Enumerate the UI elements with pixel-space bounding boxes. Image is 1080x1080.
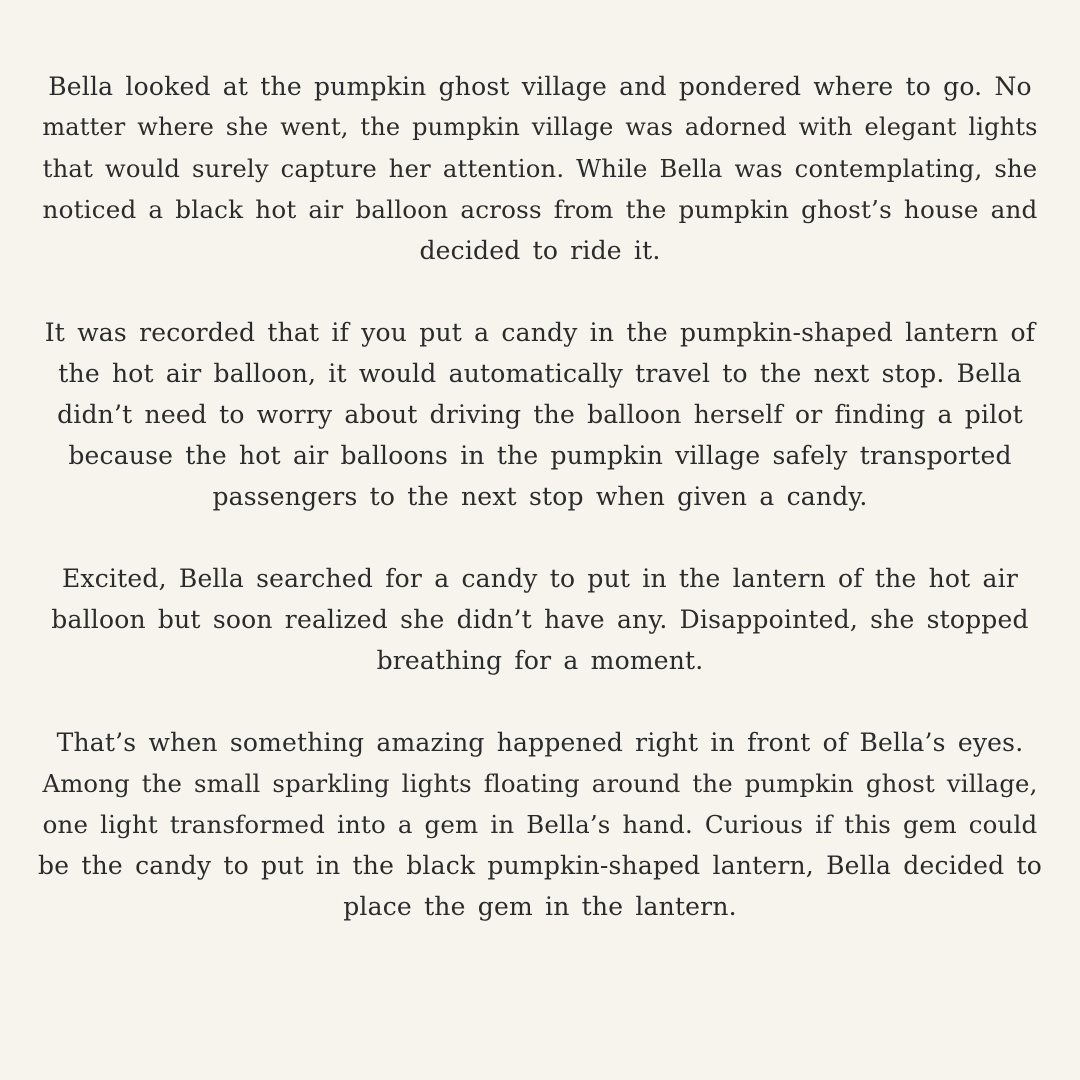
text-line: noticed a black hot air balloon across from the pumpkin ghost’s house and [42,195,1038,224]
text-line: That’s when something amazing happened right in front of Bella’s eyes. [56,728,1024,757]
story-page [38,66,1042,927]
text-line: be the candy to put in the black pumpkin-shaped lantern, Bella decided to [38,851,1042,880]
text-line: decided to ride it. [419,236,661,265]
text-line: Among the small sparkling lights floating around the pumpkin ghost village, [42,769,1038,798]
text-line: that would surely capture her attention. While Bella was contemplating, she [42,154,1038,183]
story-paragraph [38,558,1042,681]
text-line: passengers to the next stop when given a candy. [212,482,868,511]
text-line: breathing for a moment. [376,646,704,675]
text-line: place the gem in the lantern. [343,892,737,921]
text-line: because the hot air balloons in the pumpkin village safely transported [68,441,1012,470]
text-line: the hot air balloon, it would automatically travel to the next stop. Bella [58,359,1022,388]
text-line: one light transformed into a gem in Bella’s hand. Curious if this gem could [42,810,1038,839]
text-line: matter where she went, the pumpkin village was adorned with elegant lights [42,113,1038,141]
text-line: didn’t need to worry about driving the balloon herself or finding a pilot [57,400,1023,429]
story-paragraph [38,722,1042,927]
text-line: It was recorded that if you put a candy in the pumpkin-shaped lantern of [44,318,1036,347]
text-line: Bella looked at the pumpkin ghost village and pondered where to go. No [48,72,1032,101]
story-paragraph [38,66,1042,271]
text-line: balloon but soon realized she didn’t have any. Disappointed, she stopped [51,605,1029,634]
text-line: Excited, Bella searched for a candy to put in the lantern of the hot air [61,564,1018,593]
story-paragraph [38,312,1042,517]
